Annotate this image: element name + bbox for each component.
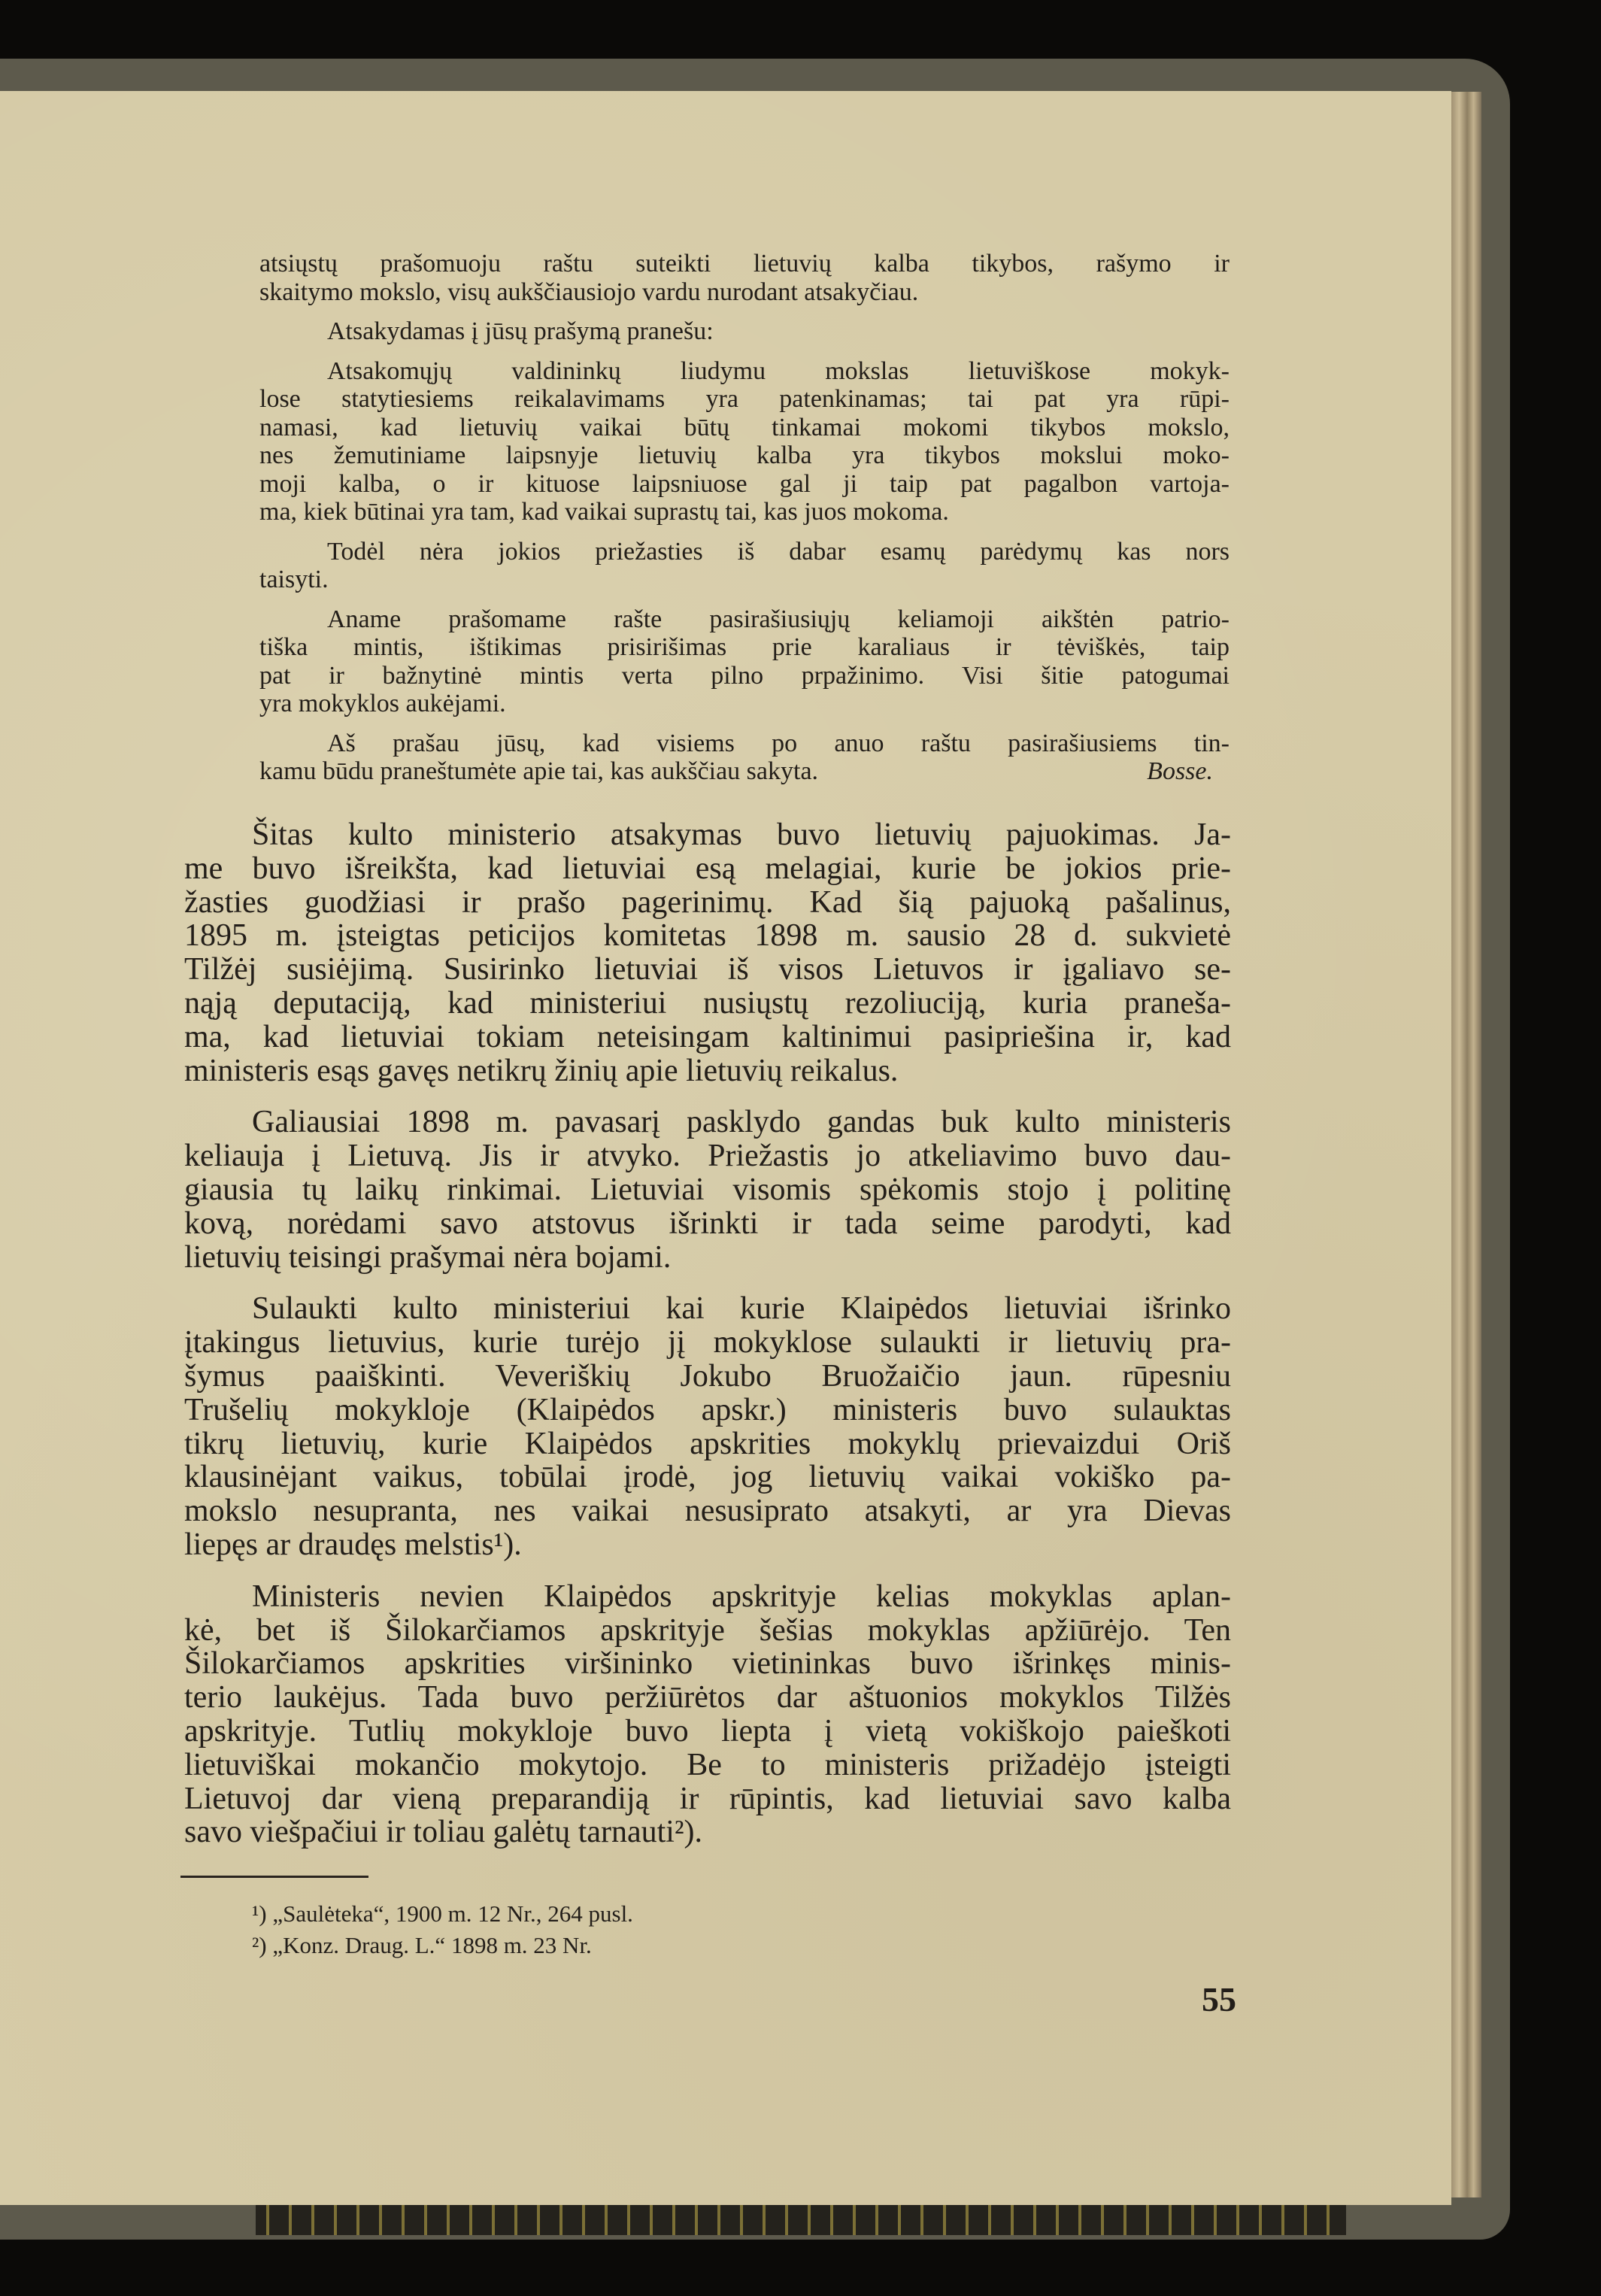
text-line: Ministeris nevien Klaipėdos apskrityje kelias mokyklas aplan- bbox=[252, 1579, 1231, 1614]
quote-paragraph bbox=[259, 317, 1230, 346]
footnote-divider bbox=[180, 1876, 368, 1878]
text-line: yra mokyklos aukėjami. bbox=[259, 690, 506, 717]
text-line: įtakingus lietuvius, kurie turėjo jį mokyklose sulaukti ir lietuvių pra- bbox=[184, 1325, 1231, 1360]
quoted-letter bbox=[259, 250, 1230, 786]
text-line: nes žemutiniame laipsnyje lietuvių kalba yra tikybos mokslui moko- bbox=[259, 441, 1230, 469]
text-line: pat ir bažnytinė mintis verta pilno prpažinimo. Visi šitie patogumai bbox=[259, 661, 1230, 690]
text-line: lietuviškai mokančio mokytojo. Be to ministeris prižadėjo įsteigti bbox=[184, 1747, 1231, 1782]
text-line: ma, kiek būtinai yra tam, kad vaikai suprastų tai, kas juos mokoma. bbox=[259, 498, 949, 526]
quote-paragraph bbox=[259, 538, 1230, 594]
main-paragraph bbox=[184, 1106, 1231, 1274]
text-line: taisyti. bbox=[259, 566, 329, 593]
text-line: Šilokarčiamos apskrities viršininko vietininkas buvo išrinkęs minis- bbox=[184, 1646, 1231, 1682]
text-line: ministeris esąs gavęs netikrų žinių apie lietuvių reikalus. bbox=[184, 1053, 899, 1088]
text-line: Aš prašau jūsų, kad visiems po anuo raštu pasirašiusiems tin- bbox=[327, 729, 1230, 757]
text-line: Atsakomųjų valdininkų liudymu mokslas lietuviškose mokyk- bbox=[327, 356, 1230, 385]
text-line: atsiųstų prašomuoju raštu suteikti lietuvių kalba tikybos, rašymo ir bbox=[259, 250, 1230, 278]
gilt-edge-decoration bbox=[256, 2205, 1346, 2235]
text-line: nąją deputaciją, kad ministeriui nusiųstų rezoliuciją, kuria praneša- bbox=[184, 985, 1231, 1021]
text-line: tiška mintis, ištikimas prisirišimas prie karaliaus ir tėviškės, taip bbox=[259, 633, 1230, 661]
quote-paragraph bbox=[259, 605, 1230, 718]
quote-paragraph bbox=[259, 250, 1230, 306]
text-line: kė, bet iš Šilokarčiamos apskrityje šešias mokyklas apžiūrėjo. Ten bbox=[184, 1612, 1231, 1648]
text-line: ma, kad lietuviai tokiam neteisingam kaltinimui pasipriešina ir, kad bbox=[184, 1019, 1231, 1054]
text-line: Lietuvoj dar vieną preparandiją ir rūpintis, kad lietuviai savo kalba bbox=[184, 1781, 1231, 1816]
text-line: Atsakydamas į jūsų prašymą pranešu: bbox=[327, 317, 714, 345]
text-line: giausia tų laikų rinkimai. Lietuviai visomis spėkomis stojo į politinę bbox=[184, 1172, 1231, 1207]
text-line: Šitas kulto ministerio atsakymas buvo lietuvių pajuokimas. Ja- bbox=[252, 817, 1231, 852]
text-line: klausinėjant vaikus, tobūlai įrodė, jog lietuvių vaikai vokiško pa- bbox=[184, 1460, 1231, 1495]
text-line: kamu būdu praneštumėte apie tai, kas aukščiau sakyta. bbox=[259, 757, 819, 785]
text-line: Todėl nėra jokios priežasties iš dabar esamų parėdymų kas nors bbox=[327, 537, 1230, 566]
text-line: kovą, norėdami savo atstovus išrinkti ir tada seime parodyti, kad bbox=[184, 1206, 1231, 1241]
text-line: apskrityje. Tutlių mokykloje buvo liepta į vietą vokiškojo paieškoti bbox=[184, 1713, 1231, 1749]
text-line-with-signature bbox=[259, 757, 1230, 786]
text-line: namasi, kad lietuvių vaikai būtų tinkamai mokomi tikybos mokslo, bbox=[259, 413, 1230, 441]
page-number: 55 bbox=[1202, 1980, 1236, 2018]
main-text bbox=[184, 818, 1231, 1849]
page-edges bbox=[1450, 92, 1481, 2197]
footnote-2: ²) „Konz. Draug. L.“ 1898 m. 23 Nr. bbox=[252, 1932, 592, 1958]
text-line: tikrų lietuvių, kurie Klaipėdos apskrities mokyklų prievaizdui Oriš bbox=[184, 1426, 1231, 1461]
text-line: me buvo išreikšta, kad lietuviai esą melagiai, kurie be jokios prie- bbox=[184, 851, 1231, 886]
footnote-1: ¹) „Saulėteka“, 1900 m. 12 Nr., 264 pusl. bbox=[252, 1900, 633, 1927]
text-line: liepęs ar draudęs melstis¹). bbox=[184, 1527, 522, 1562]
text-line: mokslo nesupranta, nes vaikai nesusiprato atsakyti, ar yra Dievas bbox=[184, 1494, 1231, 1529]
signature: Bosse. bbox=[1147, 757, 1213, 785]
footnotes bbox=[252, 1898, 633, 1961]
quote-paragraph bbox=[259, 357, 1230, 526]
text-line: lose statytiesiems reikalavimams yra patenkinamas; tai pat yra rūpi- bbox=[259, 385, 1230, 413]
text-line: terio laukėjus. Tada buvo peržiūrėtos dar aštuonios mokyklos Tilžės bbox=[184, 1680, 1231, 1715]
text-line: savo viešpačiui ir toliau galėtų tarnauti²). bbox=[184, 1815, 703, 1850]
text-line: keliauja į Lietuvą. Jis ir atvyko. Priežastis jo atkeliavimo buvo dau- bbox=[184, 1139, 1231, 1174]
text-line: moji kalba, o ir kituose laipsniuose gal ji taip pat pagalbon vartoja- bbox=[259, 469, 1230, 498]
text-line: Tilžėj susiėjimą. Susirinko lietuviai iš visos Lietuvos ir įgaliavo se- bbox=[184, 952, 1231, 987]
main-paragraph bbox=[184, 1580, 1231, 1849]
text-line: skaitymo mokslo, visų aukščiausiojo vardu nurodant atsakyčiau. bbox=[259, 278, 919, 306]
text-line: šymus paaiškinti. Veveriškių Jokubo Bruožaičio jaun. rūpesniu bbox=[184, 1358, 1231, 1394]
text-line: Sulaukti kulto ministeriui kai kurie Klaipėdos lietuviai išrinko bbox=[252, 1291, 1231, 1327]
text-line: žasties guodžiasi ir prašo pagerinimų. Kad šią pajuoką pašalinus, bbox=[184, 884, 1231, 920]
main-paragraph bbox=[184, 818, 1231, 1087]
main-paragraph bbox=[184, 1292, 1231, 1561]
text-line: Aname prašomame rašte pasirašiusiųjų keliamoji aikštėn patrio- bbox=[327, 605, 1230, 633]
text-line: Galiausiai 1898 m. pavasarį pasklydo gandas buk kulto ministeris bbox=[252, 1105, 1231, 1140]
text-line: lietuvių teisingi prašymai nėra bojami. bbox=[184, 1239, 672, 1275]
text-line: 1895 m. įsteigtas peticijos komitetas 1898 m. sausio 28 d. sukvietė bbox=[184, 918, 1231, 954]
text-line: Trušelių mokykloje (Klaipėdos apskr.) ministeris buvo sulauktas bbox=[184, 1392, 1231, 1427]
quote-paragraph bbox=[259, 729, 1230, 786]
